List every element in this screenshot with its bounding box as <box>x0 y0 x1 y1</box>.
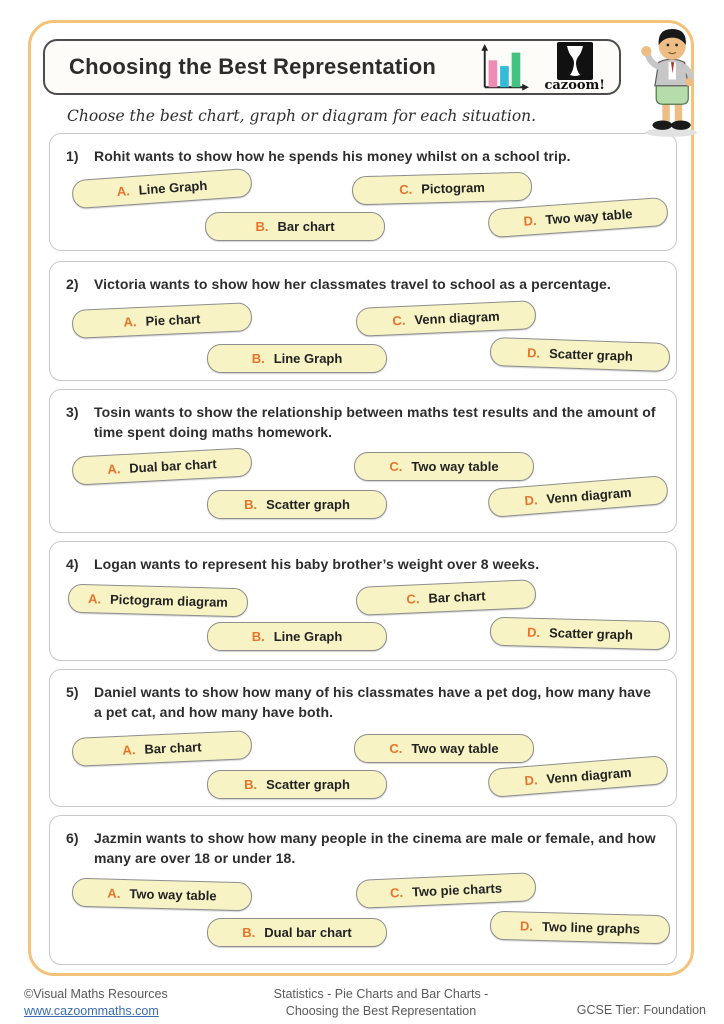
option-label: Two way table <box>129 886 217 904</box>
option-label: Scatter graph <box>266 497 350 512</box>
question-6-line <box>50 816 676 868</box>
option-2c[interactable] <box>355 300 536 337</box>
option-letter: A. <box>87 591 102 607</box>
question-2-line <box>50 262 676 295</box>
question-text: Daniel wants to show how many of his classmates have a pet dog, how many have a pet cat, and how many have both. <box>94 684 651 720</box>
question-4 <box>49 541 677 661</box>
title-box <box>43 39 621 95</box>
option-label: Bar chart <box>144 739 202 757</box>
option-label: Venn diagram <box>545 484 633 507</box>
option-3c[interactable] <box>354 452 534 481</box>
option-letter: C. <box>406 591 420 607</box>
question-5-line <box>50 670 676 722</box>
question-number: 6) <box>66 830 79 846</box>
option-3d[interactable] <box>487 475 669 518</box>
option-letter: C. <box>389 884 404 901</box>
header-icons <box>476 42 605 93</box>
option-letter: B. <box>242 925 256 940</box>
option-letter: D. <box>519 918 534 934</box>
option-2a[interactable] <box>71 302 252 339</box>
tier-label: GCSE Tier: Foundation <box>576 1003 706 1017</box>
option-letter: B. <box>251 351 265 366</box>
question-2 <box>49 261 677 381</box>
question-text: Rohit wants to show how he spends his money whilst on a school trip. <box>94 148 571 164</box>
option-5c[interactable] <box>354 734 534 763</box>
option-3a[interactable] <box>71 447 252 485</box>
cazoom-logo-text: cazoom! <box>544 77 605 93</box>
option-label: Two way table <box>411 459 499 474</box>
option-4a[interactable] <box>68 584 249 618</box>
question-number: 3) <box>66 404 79 420</box>
option-letter: B. <box>255 219 269 234</box>
copyright-text: ©Visual Maths Resources <box>24 987 168 1001</box>
instructions: Choose the best chart, graph or diagram for each situation. <box>67 107 537 125</box>
option-letter: C. <box>399 181 413 198</box>
option-1b[interactable] <box>205 212 385 241</box>
option-label: Two line graphs <box>541 919 641 937</box>
question-text: Logan wants to represent his baby brother’s weight over 8 weeks. <box>94 556 540 572</box>
topic-line2: Choosing the Best Representation <box>285 1003 477 1018</box>
option-letter: A. <box>107 885 121 901</box>
option-5a[interactable] <box>71 730 252 767</box>
bar-chart-icon <box>476 43 530 93</box>
question-number: 4) <box>66 556 79 572</box>
website-link[interactable]: www.cazoommaths.com <box>24 1003 159 1018</box>
option-letter: B. <box>244 497 258 512</box>
option-1a[interactable] <box>71 168 253 209</box>
option-label: Bar chart <box>277 219 335 234</box>
question-3 <box>49 389 677 533</box>
question-number: 2) <box>66 276 79 292</box>
option-label: Line Graph <box>138 177 208 198</box>
option-letter: D. <box>526 624 541 640</box>
option-letter: A. <box>122 742 136 758</box>
option-label: Venn diagram <box>545 764 633 787</box>
footer-credits <box>24 986 168 1020</box>
page-border <box>28 20 694 976</box>
option-label: Scatter graph <box>266 777 350 792</box>
option-5b[interactable] <box>207 770 387 799</box>
option-letter: B. <box>251 629 265 644</box>
question-3-line <box>50 390 676 442</box>
option-letter: D. <box>526 345 541 361</box>
option-label: Pictogram <box>421 179 485 197</box>
question-text: Jazmin wants to show how many people in the cinema are male or female, and how many are over 18 or under 18. <box>94 830 656 866</box>
option-label: Two way table <box>544 206 633 228</box>
option-1d[interactable] <box>487 197 669 238</box>
option-label: Pictogram diagram <box>109 591 229 610</box>
question-number: 1) <box>66 148 79 164</box>
option-label: Dual bar chart <box>128 456 218 476</box>
option-3b[interactable] <box>207 490 387 519</box>
topic-line1: Statistics - Pie Charts and Bar Charts - <box>273 987 489 1001</box>
option-label: Line Graph <box>273 351 343 366</box>
option-6b[interactable] <box>207 918 387 947</box>
option-6a[interactable] <box>72 878 253 912</box>
option-letter: C. <box>389 741 403 756</box>
option-letter: D. <box>523 212 538 229</box>
option-label: Scatter graph <box>548 625 634 643</box>
cazoom-logo-glyph <box>557 42 593 80</box>
question-1-line <box>50 134 676 167</box>
option-letter: A. <box>106 461 121 477</box>
option-letter: A. <box>123 314 137 330</box>
option-label: Line Graph <box>273 629 343 644</box>
option-label: Scatter graph <box>548 345 634 364</box>
option-1c[interactable] <box>352 172 533 206</box>
page-title: Choosing the Best Representation <box>69 54 436 79</box>
question-number: 5) <box>66 684 79 700</box>
option-letter: A. <box>116 183 131 200</box>
option-label: Dual bar chart <box>264 925 352 940</box>
option-4b[interactable] <box>207 622 387 651</box>
option-2b[interactable] <box>207 344 387 373</box>
option-label: Two pie charts <box>411 880 503 900</box>
option-4c[interactable] <box>355 579 536 616</box>
option-label: Venn diagram <box>414 308 500 328</box>
question-5 <box>49 669 677 807</box>
option-6d[interactable] <box>490 911 671 945</box>
option-letter: D. <box>523 492 539 509</box>
option-6c[interactable] <box>355 872 536 909</box>
footer-topic <box>240 986 522 1020</box>
option-label: Pie chart <box>145 311 201 329</box>
question-4-line <box>50 542 676 575</box>
cazoom-logo <box>544 42 605 93</box>
mascot-boy-illustration <box>634 26 708 138</box>
question-text: Victoria wants to show how her classmates travel to school as a percentage. <box>94 276 611 292</box>
option-label: Bar chart <box>428 588 486 606</box>
option-letter: D. <box>523 772 539 789</box>
option-label: Two way table <box>411 741 499 756</box>
question-text: Tosin wants to show the relationship between maths test results and the amount of time spent doing maths homework. <box>94 404 656 440</box>
option-letter: C. <box>392 312 406 329</box>
option-2d[interactable] <box>490 337 671 372</box>
option-4d[interactable] <box>490 617 671 651</box>
question-6 <box>49 815 677 965</box>
option-letter: C. <box>389 459 403 474</box>
question-1 <box>49 133 677 251</box>
option-letter: B. <box>244 777 258 792</box>
